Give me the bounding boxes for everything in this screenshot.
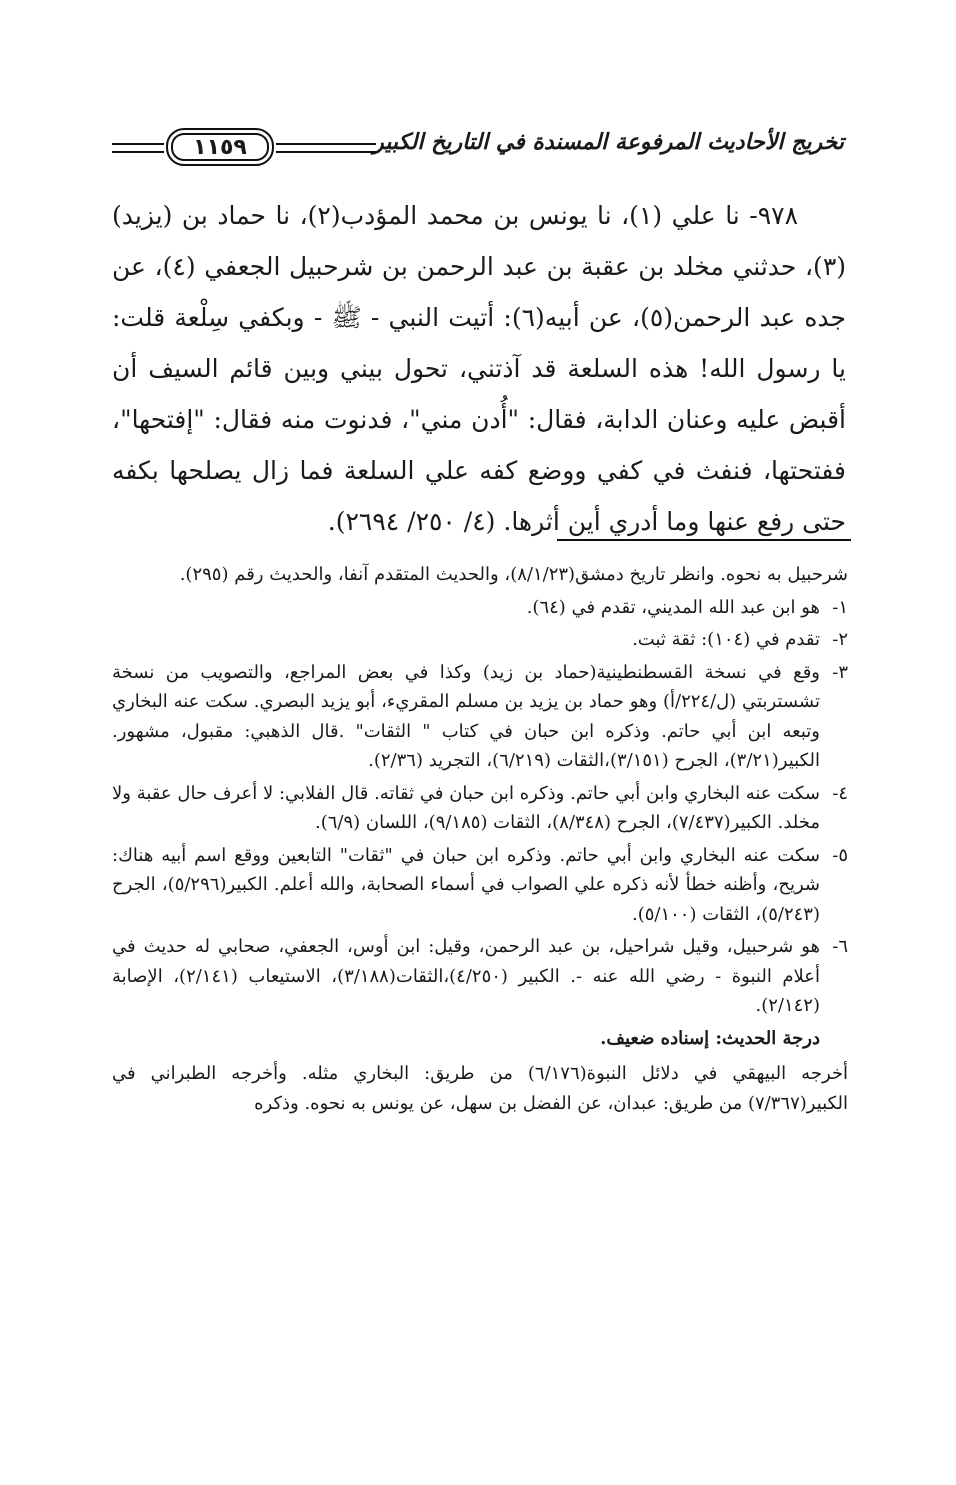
footnote-number: ٤- (832, 782, 848, 804)
footnote-text: تقدم في (١٠٤): ثقة ثبت. (632, 629, 820, 650)
footnote-1 (112, 593, 848, 623)
footnote-continuation (112, 560, 848, 590)
footnote-continuation-text: شرحبيل به نحوه. وانظر تاريخ دمشق(٨/١/٢٣)، والحديث المتقدم آنفا، والحديث رقم (٢٩٥). (179, 564, 848, 585)
footnote-3 (112, 658, 848, 776)
takhrij-text: أخرجه البيهقي في دلائل النبوة(٦/١٧٦) من طريق: البخاري مثله. وأخرجه الطبراني في الكبير(٧/٣٦٧) من طريق: عبدان، عن الفضل بن سهل، عن يونس به نحوه. وذكره (112, 1063, 849, 1114)
footnote-number: ٦- (832, 936, 848, 957)
footnote-text: هو ابن عبد الله المديني، تقدم في (٦٤). (526, 596, 820, 618)
footnote-text: وقع في نسخة القسطنطينية(حماد بن زيد) وكذا في بعض المراجع، والتصويب من نسخة تشستربتي (ل/٢٢٤/أ) وهو حماد بن يزيد بن مسلم المقريء، أبو يزيد البصري. سكت عنه البخاري وتبعه ابن أبي حاتم. وذكره ابن حبان في كتاب " الثقات" .قال الذهبي: مقبول، مشهور. الكبير(٣/٢١)، الجرح (٣/١٥١)،الثقات (٦/٢١٩)، التجريد (٢/٣٦). (112, 661, 820, 771)
footnote-number: ٢- (832, 629, 848, 650)
hadith-grade: درجة الحديث: إسناده ضعيف. (600, 1027, 820, 1049)
book-title: تخريج الأحاديث المرفوعة المسندة في التاريخ الكبير (373, 130, 844, 155)
footnote-text: هو شرحبيل، وقيل شراحيل، بن عبد الرحمن، وقيل: ابن أوس، الجعفي، صحابي له حديث في أعلام النبوة - رضي الله عنه -. الكبير (٤/٢٥٠)،الثقات(٣/١٨٨)، الاستيعاب (٢/١٤١)، الإصابة (٢/١٤٢). (112, 936, 821, 1016)
header-rule-left (112, 143, 164, 153)
footnote-number: ١- (832, 596, 848, 618)
footnotes (112, 560, 848, 1118)
footnote-divider (557, 539, 851, 541)
footnote-6 (112, 932, 848, 1021)
footnote-text: سكت عنه البخاري وابن أبي حاتم. وذكره ابن حبان في ثقاته. قال الفلابي: لا أعرف حال عقبة ولا مخلد. الكبير(٧/٤٣٧)، الجرح (٨/٣٤٨)، الثقات (٩/١٨٥)، اللسان (٦/٩). (112, 782, 820, 833)
footnote-number: ٥- (832, 844, 848, 866)
running-header (112, 126, 844, 172)
footnote-5 (112, 841, 848, 930)
hadith-text: ٩٧٨- نا علي (١)، نا يونس بن محمد المؤدب(٢)، نا حماد بن (يزيد)(٣)، حدثني مخلد بن عقبة بن عبد الرحمن بن شرحبيل الجعفي (٤)، عن جده عبد الرحمن(٥)، عن أبيه(٦): أتيت النبي - ﷺ - وبكفي سِلْعة قلت: يا رسول الله! هذه السلعة قد آذتني، تحول بيني وبين قائم السيف أن أقبض عليه وعنان الدابة، فقال: "أُدن مني"، فدنوت منه فقال: "إفتحها"، ففتحتها، فنفث في كفي ووضع كفه علي السلعة فما زال يصلحها بكفه حتى رفع عنها وما أدري أين أثرها. (٤/ ٢٥٠/ ٢٦٩٤). (112, 201, 847, 536)
page-number-badge: ١١٥٩ (166, 128, 274, 166)
footnote-4 (112, 779, 848, 838)
footnote-text: سكت عنه البخاري وابن أبي حاتم. وذكره ابن حبان في "ثقات" التابعين ووقع اسم أبيه هناك: شريح، وأظنه خطأ لأنه ذكره علي الصواب في أسماء الصحابة، والله أعلم. الكبير(٥/٢٩٦)، الجرح (٥/٢٤٣)، الثقات (٥/١٠٠). (112, 844, 820, 925)
hadith-body (112, 190, 846, 547)
footnote-number: ٣- (832, 661, 848, 683)
footnote-2 (112, 625, 848, 655)
header-rule-right (276, 143, 376, 153)
